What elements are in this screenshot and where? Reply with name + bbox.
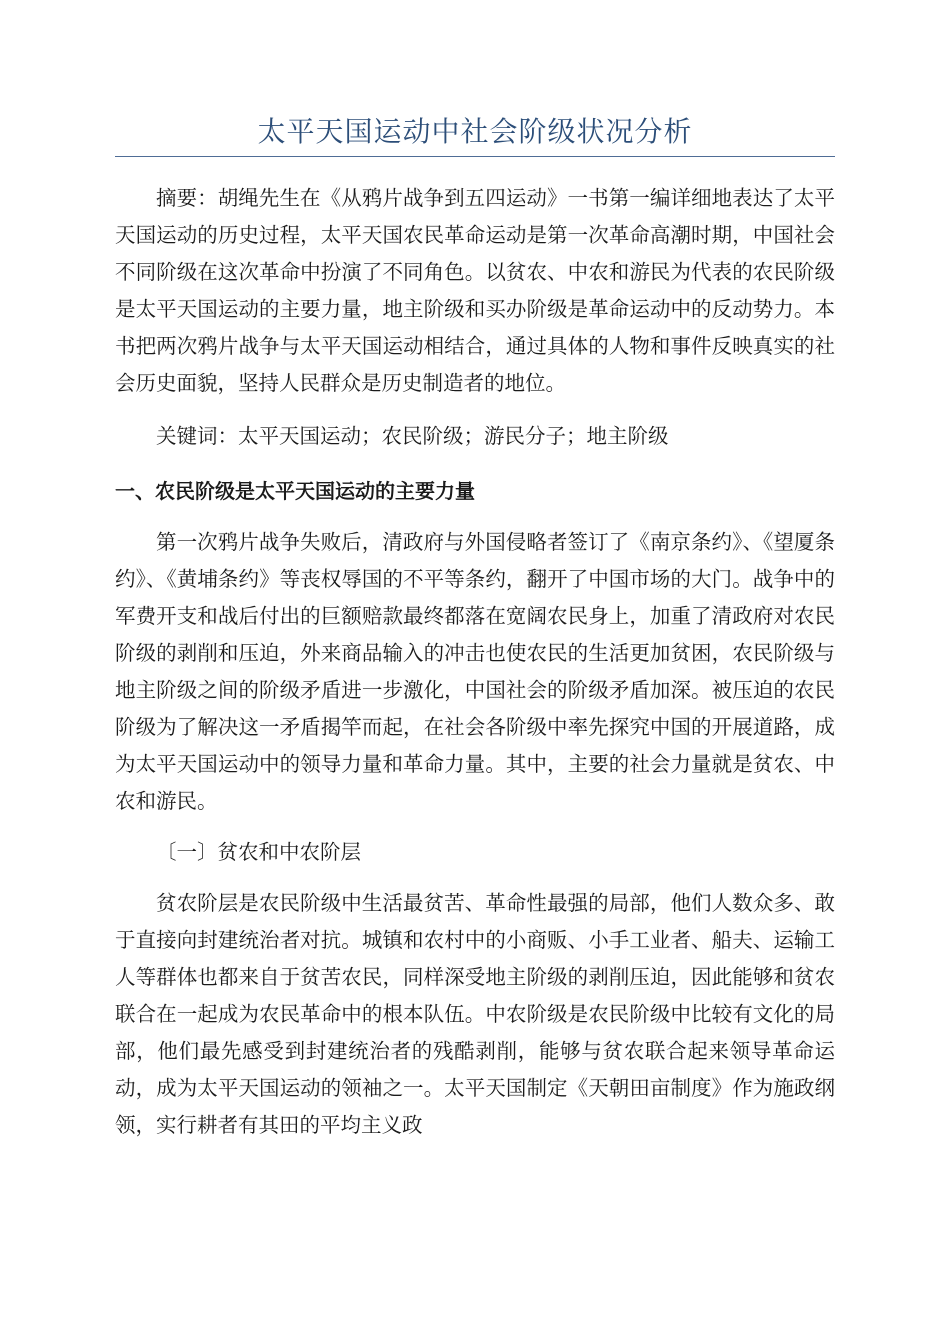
- abstract-paragraph: 摘要：胡绳先生在《从鸦片战争到五四运动》一书第一编详细地表达了太平天国运动的历史过程，太平天国农民革命运动是第一次革命高潮时期，中国社会不同阶级在这次革命中扮演了不同角色。以贫农、中农和游民为代表的农民阶级是太平天国运动的主要力量，地主阶级和买办阶级是革命运动中的反动势力。本书把两次鸦片战争与太平天国运动相结合，通过具体的人物和事件反映真实的社会历史面貌，坚持人民群众是历史制造者的地位。: [115, 186, 835, 395]
- body-paragraph: 贫农阶层是农民阶级中生活最贫苦、革命性最强的局部，他们人数众多、敢于直接向封建统治者对抗。城镇和农村中的小商贩、小手工业者、船夫、运输工人等群体也都来自于贫苦农民，同样深受地主阶级的剥削压迫，因此能够和贫农联合在一起成为农民革命中的根本队伍。中农阶级是农民阶级中比较有文化的局部，他们最先感受到封建统治者的残酷剥削，能够与贫农联合起来领导革命运动，成为太平天国运动的领袖之一。太平天国制定《天朝田亩制度》作为施政纲领，实行耕者有其田的平均主义政: [115, 891, 835, 1137]
- section-heading: 一、农民阶级是太平天国运动的主要力量: [115, 479, 475, 503]
- subsection-heading: 〔一〕贫农和中农阶层: [156, 840, 361, 864]
- body-paragraph: 第一次鸦片战争失败后，清政府与外国侵略者签订了《南京条约》、《望厦条约》、《黄埔条约》等丧权辱国的不平等条约，翻开了中国市场的大门。战争中的军费开支和战后付出的巨额赔款最终都落在宽阔农民身上，加重了清政府对农民阶级的剥削和压迫，外来商品输入的冲击也使农民的生活更加贫困，农民阶级与地主阶级之间的阶级矛盾进一步激化，中国社会的阶级矛盾加深。被压迫的农民阶级为了解决这一矛盾揭竿而起，在社会各阶级中率先探究中国的开展道路，成为太平天国运动中的领导力量和革命力量。其中，主要的社会力量就是贫农、中农和游民。: [115, 530, 835, 813]
- title-block: [115, 112, 835, 157]
- document-title: 太平天国运动中社会阶级状况分析: [257, 115, 693, 148]
- keywords-paragraph: 关键词：太平天国运动；农民阶级；游民分子；地主阶级: [156, 424, 669, 448]
- document-body: [115, 180, 835, 1144]
